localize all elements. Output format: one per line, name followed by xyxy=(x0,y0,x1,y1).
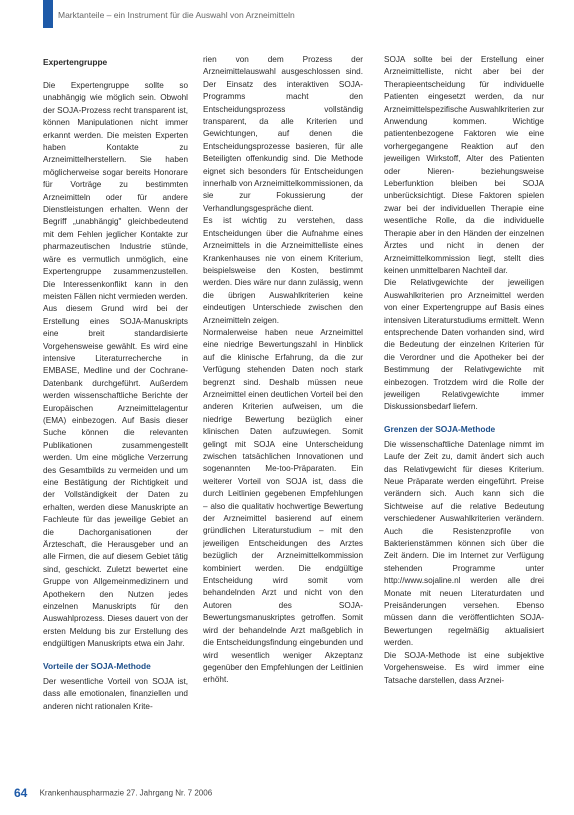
paragraph: Die wissenschaftliche Datenlage nimmt im Laufe der Zeit zu, damit ändert sich auch das Relativgewicht für dieses Kriterium. Neue Präparate werden eingeführt. Preise verändern sich. Auch kann sich die Sichtweise auf die relative Bedeutung verschiedener Auswahlkriterien verändern. Auch die Resistenzprofile von Bakterienstämmen können sich über die Zeit ändern. Die im Internet zur Verfügung stehenden Programme unter http://www.sojaline.nl werden alle drei Monate mit neuen Literaturdaten und Preisänderungen versehen. Ebenso müssen dann die veröffentlichten SOJA-Bewertungen regelmäßig aktualisiert werden. xyxy=(384,439,544,648)
text-column-1 xyxy=(43,54,188,760)
header-accent-bar xyxy=(43,0,53,28)
journal-citation: Krankenhauspharmazie 27. Jahrgang Nr. 7 2006 xyxy=(39,788,213,798)
page-footer xyxy=(14,786,414,804)
section-heading-grenzen: Grenzen der SOJA-Methode xyxy=(384,423,496,434)
text-column-2 xyxy=(203,54,363,760)
paragraph: Aus diesem Grund wird bei der Erstellung eines SOJA-Manuskripts eine breit standardisierte Vorgehensweise gewählt. Es wird eine intensive Literaturrecherche in EMBASE, Medline und der Cochrane-Datenbank durchgeführt. Außerdem werden wissenschaftliche Berichte der Europäischen Arzneimittelagentur (EMA) einbezogen. Auf Basis dieser Suche können die relevanten Publikationen zusammengestellt werden. Um eine mögliche Verzerrung des Gesamtbilds zu vermeiden und um eine Bestätigung der Richtigkeit und der Vollständigkeit der Daten zu erhalten, werden diese Manuskripte an Fachleute für das jeweilige Gebiet an die Dachorganisationen der Ärzteschaft, die Herausgeber und an alle Firmen, die auf diesem Gebiet tätig sind, geschickt. Zuletzt bewertet eine Gruppe von Allgemeinmedizinern und Apothekern den Nutzen jedes einzelnen Manuskripts für den Auswahlprozess. Dieses dauert von der ersten Meldung bis zur Erstellung des endgültigen Manuskripts etwa ein Jahr. xyxy=(43,304,188,649)
paragraph: Die Expertengruppe sollte so unabhängig wie möglich sein. Obwohl der SOJA-Prozess recht transparent ist, können Manipulationen nicht immer erkannt werden. Die meisten Experten haben Kontakte zu Arzneimittelherstellern. Sie haben möglicherweise sogar bereits Honorare für Vorträge zu bestimmten Arzneimitteln oder für andere Dienstleistungen erhalten. Wenn der Begriff „unabhängig" gleichbedeutend mit dem Fehlen jeglicher Kontakte zur pharmazeutischen Industrie stünde, wäre es vermutlich unmöglich, eine Expertengruppe zusammenzustellen. Die Interessenkonflikt kann in den meisten Fällen nicht vermieden werden. xyxy=(43,81,188,301)
paragraph: rien von dem Prozess der Arzneimittelauswahl ausgeschlossen sind. Der Einsatz des interaktiven SOJA-Programms macht den Entscheidungsprozess vollständig transparent, da alle Kriterien und Gewichtungen, auf denen die Entscheidungsprozesse basieren, für alle Beteiligten offenkundig sind. Die Methode eignet sich besonders für Entscheidungen innerhalb von Arzneimittelkommissionen, da sie zur Fokussierung der Verhandlungsgespräche dient. xyxy=(203,55,363,213)
paragraph: Es ist wichtig zu verstehen, dass Entscheidungen über die Aufnahme eines Arzneimittels in die Arzneimittelliste eines Krankenhauses nie von einem Kriterium, beispielsweise den Kosten, bestimmt werden. Dies wäre nur dann zulässig, wenn die übrigen Auswahlkriterien keine eindeutigen Unterschiede zwischen den Arzneimitteln zeigen. xyxy=(203,216,363,325)
paragraph: Normalerweise haben neue Arzneimittel eine niedrige Bewertungszahl in Hinblick auf die klinische Erfahrung, da die zur Verfügung stehenden Daten noch stark begrenzt sind. Deshalb müssen neue Arzneimittel einen deutlichen Vorteil bei den anderen Kriterien aufweisen, um die niedrige Bewertung bezüglich einer klinischen Daten aufzuwiegen. Somit gelingt mit SOJA eine Unterscheidung zwischen tatsächlichen Innovationen und sogenannten Me-too-Präparaten. Ein weiterer Vorteil von SOJA ist, dass die durch Leitlinien gegebenen Empfehlungen – also die qualitativ hochwertige Bewertung der Arzneimittel basierend auf einem gründlichen Literaturstudium – mit den jeweiligen Entscheidungen des Arztes bezüglich der Arzneimittelkommission kombiniert werden. Die endgültige Entscheidung wird somit vom behandelnden Arzt und nicht von den Autoren des SOJA-Bewertungsmanuskriptes getroffen. Somit wird der behandelnde Arzt maßgeblich in die Entscheidungsfindung eingebunden und wird wesentlich weniger Akzeptanz gegenüber den Empfehlungen der Leitlinien erhöht. xyxy=(203,327,363,685)
section-heading-expertengruppe: Expertengruppe xyxy=(43,57,108,67)
paragraph: Die Relativgewichte der jeweiligen Auswahlkriterien pro Arzneimittel werden von einer Expertengruppe auf Basis eines intensiven Literaturstudiums ermittelt. Wenn entsprechende Daten vorhanden sind, wird die Bedeutung der einzelnen Kriterien für die Verordner und die Apotheker bei der Bestimmung der Relativgewichte mit einbezogen. Trotzdem wird die Rolle der jeweiligen Relativgewichte immer Diskussionsbedarf liefern. xyxy=(384,278,544,412)
section-heading-vorteile: Vorteile der SOJA-Methode xyxy=(43,660,151,671)
paragraph: Der wesentliche Vorteil von SOJA ist, dass alle emotionalen, finanziellen und anderen nicht rationalen Krite- xyxy=(43,676,188,711)
paragraph: SOJA sollte bei der Erstellung einer Arzneimittelliste, nicht aber bei der Therapieentscheidung für individuelle Patienten eingesetzt werden, da nur Arzneimittelspezifische Auswahlkriterien zur Anwendung kommen. Wichtige patientenbezogene Faktoren wie eine vorhergegangene Reaktion auf den jeweiligen Wirkstoff, Alter des Patienten oder Nieren- beziehungsweise Leberfunktion bleiben bei SOJA unberücksichtigt. Diese Faktoren spielen zwar bei der individuellen Therapie eine wesentliche Rolle, da die individuelle Therapie aber in den Händen der einzelnen Ärztes und nicht in denen der Arzneimittelkommission liegt, stellt dies keinen unmittelbaren Nachteil dar. xyxy=(384,55,544,275)
paragraph: Die SOJA-Methode ist eine subjektive Vorgehensweise. Es wird immer eine Tatsache darstellen, dass Arznei- xyxy=(384,650,544,685)
page-number: 64 xyxy=(14,786,28,800)
running-header: Marktanteile – ein Instrument für die Auswahl von Arzneimitteln xyxy=(58,10,295,20)
text-column-3 xyxy=(384,54,544,760)
